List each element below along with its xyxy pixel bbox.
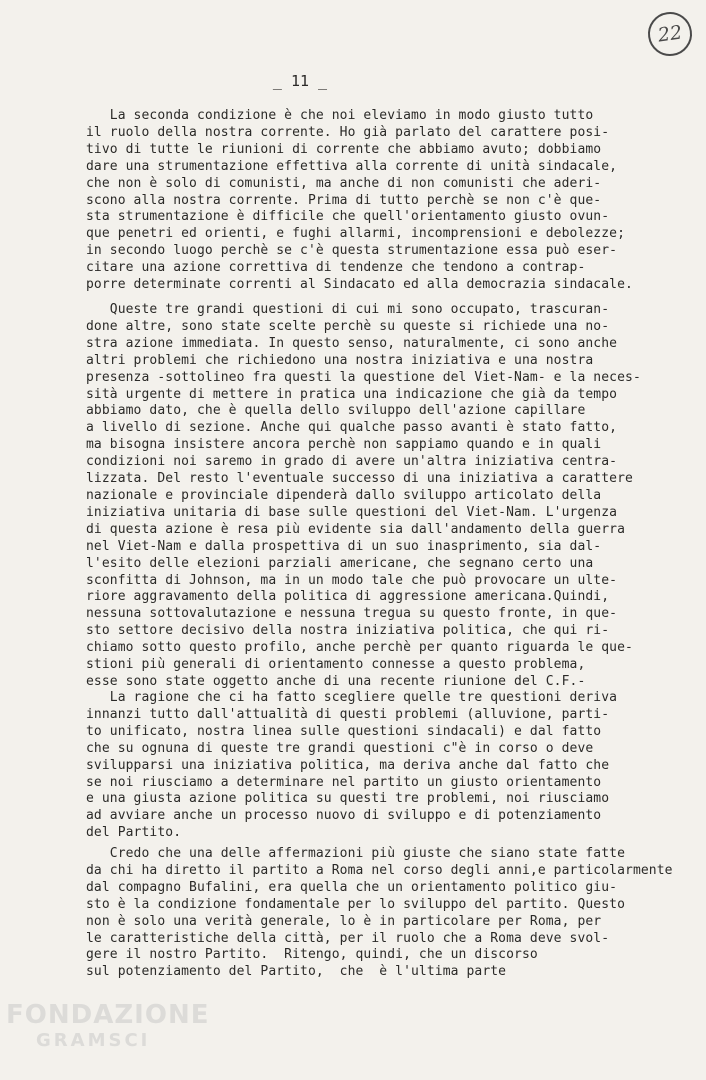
watermark-line-1: FONDAZIONE — [6, 1000, 210, 1030]
text-line: presenza -sottolineo fra questi la questione del Viet-Nam- e la neces- — [86, 369, 641, 385]
text-line: La seconda condizione è che noi eleviamo in modo giusto tutto — [86, 108, 594, 123]
text-line: esse sono state oggetto anche di una recente riunione del C.F.- — [86, 673, 586, 689]
text-line: ma bisogna insistere ancora perchè non sappiamo quando e in quali — [86, 437, 602, 453]
text-line: iniziativa unitaria di base sulle questioni del Viet-Nam. L'urgenza — [86, 504, 618, 520]
paragraph-1 — [86, 108, 686, 294]
text-line: La ragione che ci ha fatto scegliere quelle tre questioni deriva — [86, 690, 618, 705]
text-line: di questa azione è resa più evidente sia dall'andamento della guerra — [86, 521, 626, 537]
text-line: sto settore decisivo della nostra iniziativa politica, che qui ri- — [86, 623, 610, 639]
text-line: il ruolo della nostra corrente. Ho già parlato del carattere posi- — [86, 124, 610, 140]
text-line: Credo che una delle affermazioni più giuste che siano state fatte — [86, 846, 626, 861]
stamp-number: 22 — [656, 21, 684, 47]
text-line: ad avviare anche un processo nuovo di sviluppo e di potenziamento — [86, 808, 602, 824]
text-line: gere il nostro Partito. Ritengo, quindi, che un discorso — [86, 947, 538, 963]
paragraph-4 — [86, 846, 686, 981]
text-line: se noi riusciamo a determinare nel partito un giusto orientamento — [86, 774, 602, 790]
text-line: nel Viet-Nam e dalla prospettiva di un suo inasprimento, sia dal- — [86, 538, 602, 554]
text-line: to unificato, nostra linea sulle questioni sindacali) e dal fatto — [86, 723, 602, 739]
text-line: in secondo luogo perchè se c'è questa strumentazione essa può eser- — [86, 243, 618, 259]
watermark-logo — [6, 1000, 209, 1051]
archive-page-stamp — [645, 9, 695, 59]
text-line: tivo di tutte le riunioni di corrente che abbiamo avuto; dobbiamo — [86, 141, 602, 157]
text-line: innanzi tutto dall'attualità di questi problemi (alluvione, parti- — [86, 706, 610, 722]
text-line: svilupparsi una iniziativa politica, ma deriva anche dal fatto che — [86, 757, 610, 773]
text-line: le caratteristiche della città, per il ruolo che a Roma deve svol- — [86, 930, 610, 946]
text-line: non è solo una verità generale, lo è in particolare per Roma, per — [86, 913, 602, 929]
paragraph-3 — [86, 690, 686, 842]
text-line: condizioni noi saremo in grado di avere un'altra iniziativa centra- — [86, 454, 618, 470]
text-line: sità urgente di mettere in pratica una indicazione che già da tempo — [86, 386, 618, 402]
paragraph-2 — [86, 302, 686, 691]
text-line: che non è solo di comunisti, ma anche di non comunisti che aderi- — [86, 175, 602, 191]
text-line: citare una azione correttiva di tendenze che tendono a contrap- — [86, 260, 586, 276]
text-line: porre determinate correnti al Sindacato ed alla democrazia sindacale. — [86, 277, 633, 293]
text-line: chiamo sotto questo profilo, anche perchè per quanto riguarda le que- — [86, 640, 633, 656]
text-line: sconfitta di Johnson, ma in un modo tale che può provocare un ulte- — [86, 572, 618, 588]
page-number: _ 11 _ — [272, 72, 328, 90]
text-line: che su ognuna di queste tre grandi questioni c"è in corso o deve — [86, 740, 594, 756]
text-line: dare una strumentazione effettiva alla corrente di unità sindacale, — [86, 158, 618, 174]
text-line: sto è la condizione fondamentale per lo sviluppo del partito. Questo — [86, 896, 626, 912]
text-line: riore aggravamento della politica di aggressione americana.Quindi, — [86, 589, 610, 605]
text-line: da chi ha diretto il partito a Roma nel corso degli anni,e particolarmente — [86, 862, 673, 878]
text-line: Queste tre grandi questioni di cui mi sono occupato, trascuran- — [86, 302, 610, 317]
text-line: del Partito. — [86, 825, 182, 841]
text-line: a livello di sezione. Anche qui qualche passo avanti è stato fatto, — [86, 420, 618, 436]
text-line: stra azione immediata. In questo senso, naturalmente, ci sono anche — [86, 335, 618, 351]
text-line: scono alla nostra corrente. Prima di tutto perchè se non c'è que- — [86, 192, 602, 208]
text-line: stioni più generali di orientamento connesse a questo problema, — [86, 657, 586, 673]
text-line: l'esito delle elezioni parziali americane, che segnano certo una — [86, 555, 594, 571]
text-line: dal compagno Bufalini, era quella che un orientamento politico giu- — [86, 879, 618, 895]
text-line: e una giusta azione politica su questi tre problemi, noi riusciamo — [86, 791, 610, 807]
text-line: done altre, sono state scelte perchè su queste si richiede una no- — [86, 318, 610, 334]
text-line: lizzata. Del resto l'eventuale successo di una iniziativa a carattere — [86, 471, 633, 487]
text-line: altri problemi che richiedono una nostra iniziativa e una nostra — [86, 352, 594, 368]
text-line: nazionale e provinciale dipenderà dallo sviluppo articolato della — [86, 487, 602, 503]
text-line: sul potenziamento del Partito, che è l'ultima parte — [86, 964, 507, 980]
text-line: nessuna sottovalutazione e nessuna tregua su questo fronte, in que- — [86, 606, 618, 622]
text-line: sta strumentazione è difficile che quell'orientamento giusto ovun- — [86, 209, 610, 225]
text-line: abbiamo dato, che è quella dello sviluppo dell'azione capillare — [86, 403, 586, 419]
watermark-line-2: GRAMSCI — [36, 1030, 151, 1051]
text-line: que penetri ed orienti, e fughi allarmi, incomprensioni e debolezze; — [86, 226, 626, 242]
